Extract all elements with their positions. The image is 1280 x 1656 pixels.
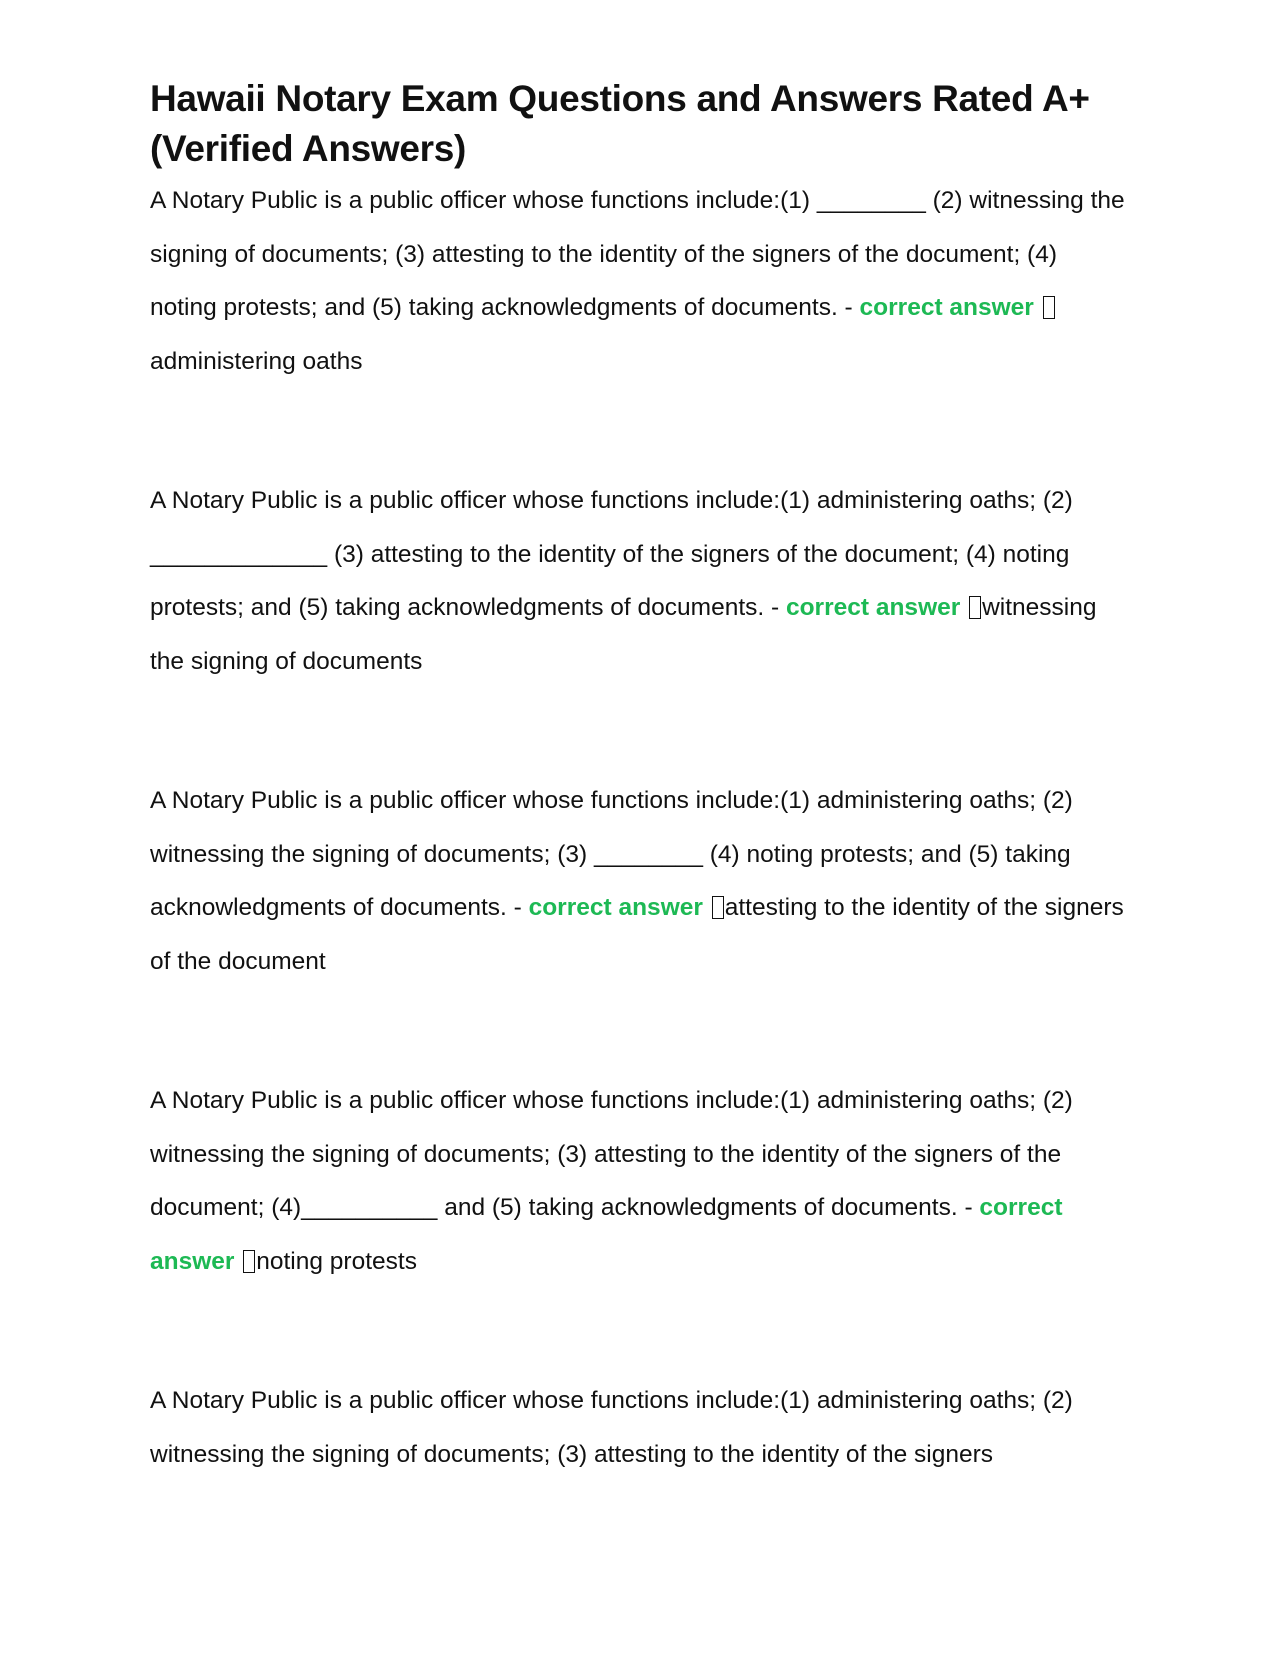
- question-text: A Notary Public is a public officer whose functions include:(1) administering oaths; (2) witnessing the signing of documents; (3) ________ (4) noting protests; and (5) taking acknowledgments of documents. -: [150, 787, 1073, 921]
- answer-text: attesting to the identity of the signers of the document: [150, 894, 1124, 975]
- qa-item: [150, 1374, 1130, 1481]
- correct-answer-label: correct answer: [785, 594, 961, 621]
- missing-glyph-box-icon: [243, 1250, 255, 1273]
- qa-item: [150, 474, 1130, 688]
- missing-glyph-box-icon: [1043, 296, 1055, 319]
- question-text: A Notary Public is a public officer whose functions include:(1) ________ (2) witnessing the signing of documents; (3) attesting to the identity of the signers of the document; (4) noting protests; and (5) taking acknowledgments of documents. -: [150, 187, 1125, 321]
- qa-item: [150, 174, 1130, 388]
- question-text: A Notary Public is a public officer whose functions include:(1) administering oaths; (2) witnessing the signing of documents; (3) attesting to the identity of the signers: [150, 1387, 1073, 1468]
- missing-glyph-box-icon: [969, 596, 981, 619]
- question-text: A Notary Public is a public officer whose functions include:(1) administering oaths; (2) _____________ (3) attesting to the identity of the signers of the document; (4) noting protests; and (5) taking acknowledgments of documents. -: [150, 487, 1073, 621]
- correct-answer-label: correct answer: [150, 1194, 1063, 1275]
- qa-item: [150, 774, 1130, 988]
- answer-text: noting protests: [256, 1247, 417, 1275]
- answer-text: witnessing the signing of documents: [150, 594, 1097, 675]
- correct-answer-label: correct answer: [859, 294, 1034, 321]
- document-title: Hawaii Notary Exam Questions and Answers Rated A+ (Verified Answers): [150, 78, 1090, 169]
- document-page: [150, 74, 1130, 1481]
- qa-item: [150, 1074, 1130, 1288]
- missing-glyph-box-icon: [712, 896, 724, 919]
- answer-text: administering oaths: [150, 347, 363, 375]
- correct-answer-label: correct answer: [528, 894, 703, 921]
- question-text: A Notary Public is a public officer whose functions include:(1) administering oaths; (2) witnessing the signing of documents; (3) attesting to the identity of the signers of the document; (4)__________ and (5) taking acknowledgments of documents. -: [150, 1087, 1073, 1221]
